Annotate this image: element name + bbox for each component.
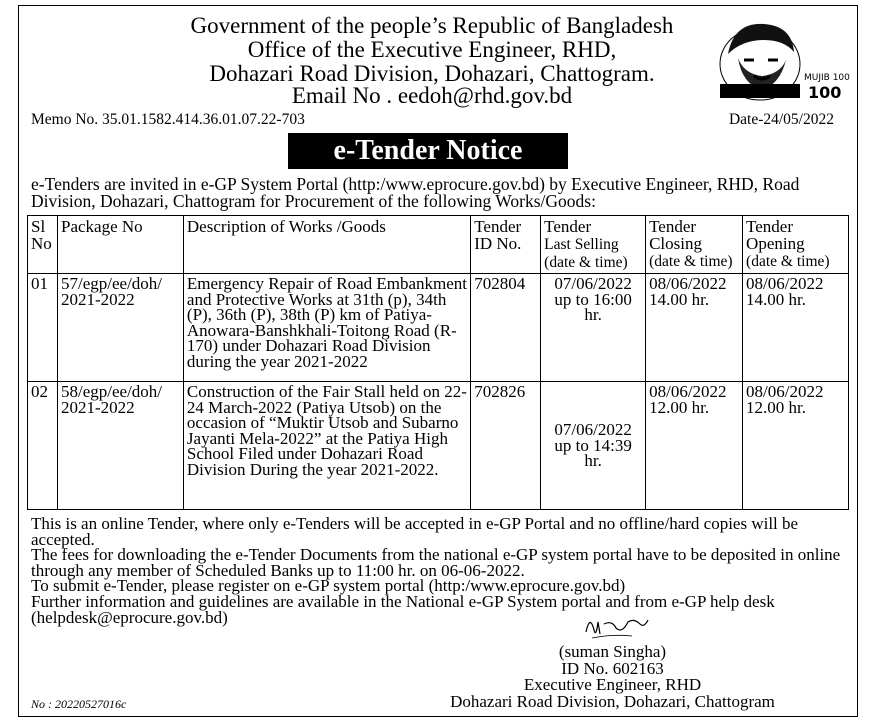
cell-package: 58/egp/ee/doh/ 2021-2022 <box>57 382 183 510</box>
footer-note-register: To submit e-Tender, please register on e-GP system portal (http:/www.eprocure.gov.bd) <box>31 576 626 596</box>
cell-last-selling: 07/06/2022 up to 16:00 hr. <box>541 274 646 382</box>
col-header-sl: Sl No <box>28 216 58 274</box>
col-header-package: Package No <box>57 216 183 274</box>
signatory-office: Dohazari Road Division, Dohazari, Chattogram <box>450 691 775 711</box>
table-row <box>28 274 849 382</box>
document-number: No : 20220527016c <box>31 697 127 711</box>
table-header-row <box>28 216 849 274</box>
signature-block <box>420 644 805 710</box>
col-header-closing <box>646 216 743 274</box>
signatory-title: Executive Engineer, RHD <box>523 675 702 694</box>
header-office: Office of the Executive Engineer, RHD, <box>247 37 617 62</box>
cell-description: Construction of the Fair Stall held on 22-24 March-2022 (Patiya Utsob) on the occasion of “Muktir Utsob and Subarno Jayanti Mela-2022” at the Patiya High School Filed under Dohazari Road Division During the year 2021-2022. <box>183 382 470 510</box>
cell-sl: 01 <box>28 274 58 382</box>
col-header-last-selling-b: Last Selling (date & time) <box>544 236 628 271</box>
col-header-description: Description of Works /Goods <box>183 216 470 274</box>
memo-number: Memo No. 35.01.1582.414.36.01.07.22-703 <box>31 111 305 128</box>
footer-note-online: This is an online Tender, where only e-Tenders will be accepted in e-GP Portal and no offline/hard copies will be accepted. <box>31 514 799 549</box>
cell-description: Emergency Repair of Road Embankment and Protective Works at 31th (p), 34th (P), 36th (P), 38th (P) km of Patiya-Anowara-Banshkhali-Toitong Road (R-170) under Dohazari Road Division during the year 2021-2022 <box>183 274 470 382</box>
footer-note-fees: The fees for downloading the e-Tender Documents from the national e-GP system portal have to be deposited in online through any member of Scheduled Banks up to 11:00 hr. on 06-06-2022. <box>31 545 841 580</box>
header-email: Email No . eedoh@rhd.gov.bd <box>291 83 573 108</box>
header-division: Dohazari Road Division, Dohazari, Chattogram. <box>209 61 655 86</box>
mujib-100-logo <box>714 14 850 102</box>
cell-tender-id: 702804 <box>471 274 541 382</box>
cell-opening: 08/06/2022 14.00 hr. <box>743 274 849 382</box>
header-government: Government of the people’s Republic of Bangladesh <box>190 13 674 38</box>
footer-notes <box>31 516 861 625</box>
cell-closing: 08/06/2022 14.00 hr. <box>646 274 743 382</box>
cell-package: 57/egp/ee/doh/ 2021-2022 <box>57 274 183 382</box>
intro-text: e-Tenders are invited in e-GP System Portal (http:/www.eprocure.gov.bd) by Executive Engineer, RHD, Road Division, Dohazari, Chattogram for Procurement of the following Works/Goods: <box>31 174 800 211</box>
signatory-id: ID No. 602163 <box>561 658 664 678</box>
notice-date: Date-24/05/2022 <box>728 111 834 128</box>
col-header-tender-id: Tender ID No. <box>471 216 541 274</box>
col-header-closing-b: (date & time) <box>649 253 733 270</box>
tender-table <box>27 215 849 510</box>
cell-tender-id: 702826 <box>471 382 541 510</box>
handwritten-signature <box>582 610 652 642</box>
cell-opening: 08/06/2022 12.00 hr. <box>743 382 849 510</box>
col-header-last-selling-a: Tender <box>544 217 592 236</box>
notice-title: e-Tender Notice <box>288 133 568 169</box>
col-header-closing-a: Tender Closing <box>649 217 702 253</box>
footer-note-info: Further information and guidelines are available in the National e-GP System portal and from e-GP help desk (helpdesk@eprocure.gov.bd) <box>31 591 775 627</box>
table-row <box>28 382 849 510</box>
signatory-name: (suman Singha) <box>558 642 667 661</box>
col-header-opening <box>743 216 849 274</box>
svg-text:100: 100 <box>808 83 842 102</box>
col-header-last-selling <box>541 216 646 274</box>
col-header-opening-b: (date & time) <box>746 253 830 270</box>
col-header-opening-a: Tender Opening <box>746 217 805 253</box>
cell-last-selling: 07/06/2022 up to 14:39 hr. <box>541 382 646 510</box>
logo-label-mujib: MUJIB 100 <box>804 73 850 83</box>
cell-closing: 08/06/2022 12.00 hr. <box>646 382 743 510</box>
cell-sl: 02 <box>28 382 58 510</box>
